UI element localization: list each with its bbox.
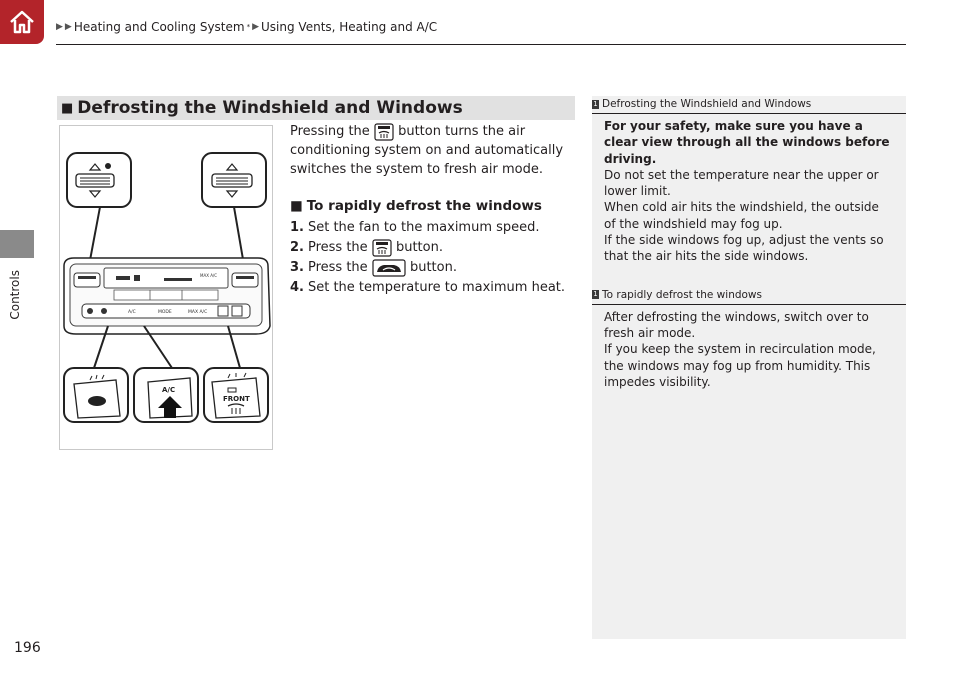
note-heading-text: Defrosting the Windshield and Windows	[602, 98, 812, 110]
intro-paragraph	[290, 122, 575, 179]
subheading-square-icon: ■	[290, 198, 303, 214]
recirculation-icon	[372, 259, 406, 277]
subheading-text: To rapidly defrost the windows	[306, 198, 542, 214]
climate-control-figure	[59, 125, 273, 450]
section-title: Defrosting the Windshield and Windows	[77, 98, 463, 118]
page-number: 196	[14, 640, 41, 656]
step-text-before: Press the	[307, 260, 368, 275]
note-defrosting	[592, 96, 906, 265]
step-item	[290, 278, 575, 297]
step-number: 4.	[290, 280, 304, 295]
section-label: Controls	[8, 270, 22, 320]
subheading	[290, 197, 575, 216]
note-paragraph: When cold air hits the windshield, the outside of the windshield may fog up.	[604, 200, 879, 231]
step-item	[290, 258, 575, 277]
intro-text-before: Pressing the	[290, 124, 370, 139]
note-paragraph: If you keep the system in recirculation mode, the windows may fog up from humidity. This impedes visibility.	[604, 342, 876, 389]
callout-ac-label: A/C	[162, 386, 176, 394]
step-text-after: button.	[395, 240, 443, 255]
note-heading-text: To rapidly defrost the windows	[602, 288, 762, 301]
front-defrost-icon	[372, 239, 392, 257]
breadcrumb-item-vents[interactable]: Using Vents, Heating and A/C	[261, 20, 438, 34]
note-paragraph: Do not set the temperature near the upper or lower limit.	[604, 167, 879, 199]
front-defrost-icon	[374, 123, 394, 141]
note-marker-icon: 1	[593, 99, 598, 108]
section-square-icon: ■	[61, 100, 74, 116]
section-tab-marker	[0, 230, 34, 258]
intro-text-after: button turns the air conditioning system on and automatically switches the system to fresh air mode.	[290, 124, 564, 177]
step-text: Set the fan to the maximum speed.	[307, 220, 540, 235]
section-body	[290, 122, 575, 298]
note-rapid-defrost	[592, 287, 906, 390]
header-rule	[56, 44, 906, 45]
home-button[interactable]	[0, 0, 44, 44]
breadcrumb	[56, 20, 437, 34]
callout-front-label: FRONT	[223, 395, 250, 403]
panel-ac-label: A/C	[128, 310, 136, 315]
notes-column	[592, 96, 906, 639]
house-icon	[7, 7, 37, 37]
section-title-bar	[57, 96, 575, 120]
note-body	[592, 309, 906, 390]
note-paragraph: After defrosting the windows, switch over to fresh air mode.	[604, 309, 869, 340]
step-number: 3.	[290, 260, 304, 275]
recirculation-callout	[64, 368, 128, 422]
step-text-after: button.	[409, 260, 457, 275]
climate-panel-illustration	[60, 126, 272, 449]
panel-mode-label: MODE	[158, 310, 172, 315]
left-dial-callout	[67, 153, 131, 207]
panel-max-ac-label: MAX A/C	[188, 310, 208, 315]
step-number: 1.	[290, 220, 304, 235]
svg-text:MAX A/C: MAX A/C	[200, 273, 218, 278]
breadcrumb-arrow-icon: ▶	[64, 22, 72, 32]
breadcrumb-item-heating[interactable]: Heating and Cooling System	[73, 20, 245, 34]
note-marker-icon: 1	[593, 290, 598, 299]
climate-panel	[64, 258, 270, 334]
step-text-before: Press the	[307, 240, 368, 255]
note-safety-text: For your safety, make sure you have a clear view through all the windows before driving.	[604, 119, 890, 166]
note-heading	[592, 287, 906, 305]
note-paragraph: If the side windows fog up, adjust the vents so that the air hits the side windows.	[604, 233, 884, 264]
step-number: 2.	[290, 240, 304, 255]
note-heading	[592, 96, 906, 114]
breadcrumb-arrow-icon: ▶	[252, 22, 260, 32]
right-dial-callout	[202, 153, 266, 207]
option-mark: *	[246, 23, 251, 31]
note-body	[592, 118, 906, 265]
step-item	[290, 238, 575, 257]
ac-callout	[134, 368, 198, 422]
step-text: Set the temperature to maximum heat.	[307, 280, 566, 295]
front-defrost-callout	[204, 368, 268, 422]
breadcrumb-arrow-icon: ▶	[56, 22, 63, 32]
step-item	[290, 218, 575, 237]
